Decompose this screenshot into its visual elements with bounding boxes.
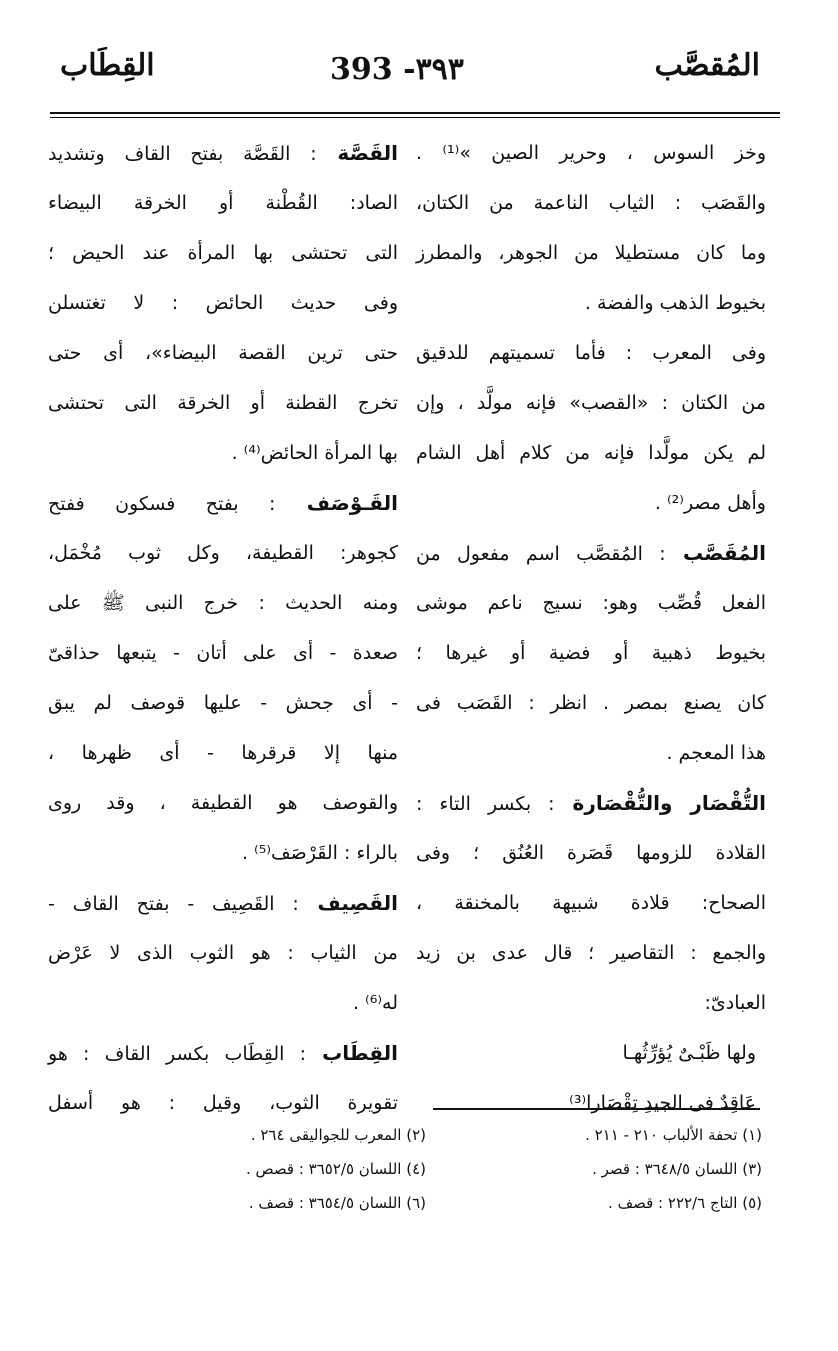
text-line: بخيوط ذهبية أو فضية أو غيرها ؛ bbox=[416, 642, 766, 664]
entry-qawsaf: القَـوْصَف : بفتح فسكون ففتح bbox=[48, 491, 398, 515]
footnote-2: (٢) المعرب للجواليقى ٢٦٤ . bbox=[250, 1126, 426, 1144]
text-line: وما كان مستطيلا من الجوهر، والمطرز bbox=[416, 242, 766, 264]
header-rule bbox=[50, 112, 780, 114]
text-line: الصاد: القُطْنة أو الخرقة البيضاء bbox=[48, 192, 398, 214]
footnote-6: (٦) اللسان ٣٦٥٤/٥ : قصف . bbox=[248, 1194, 426, 1212]
text-line: تخرج القطنة أو الخرقة التى تحتشى bbox=[48, 392, 398, 414]
header-last-entry: القِطَاب bbox=[60, 48, 155, 83]
text-line: والقوصف هو القطيفة ، وقد روى bbox=[48, 792, 398, 814]
text-line: ومنه الحديث : خرج النبى ﷺ على bbox=[48, 592, 398, 614]
text-line: بالراء : القَرْصَف⁽⁵⁾ . bbox=[241, 842, 398, 864]
text-line: القلادة للزومها قَصَرة العُنُق ؛ وفى bbox=[416, 842, 766, 864]
poem-line-2: عَاقِدٌ فى الجيدِ تِقْصَارا⁽³⁾ bbox=[569, 1092, 756, 1114]
right-column bbox=[416, 128, 766, 1128]
left-column bbox=[48, 128, 398, 1128]
header-first-entry: المُقصَّب bbox=[654, 48, 760, 83]
text-line: لم يكن مولَّدا فإنه من كلام أهل الشام bbox=[416, 442, 766, 464]
footnote-rule bbox=[433, 1108, 760, 1110]
entry-headword: المُقَصَّب bbox=[665, 541, 766, 565]
entry-headword: القَصِيف bbox=[298, 891, 398, 915]
entry-headword: التُّقْصَار والتُّقْصَارة bbox=[554, 791, 766, 815]
text-line: من الكتان : «القصب» فإنه مولَّد ، وإن bbox=[416, 392, 766, 414]
header-rule-thin bbox=[50, 117, 780, 118]
text-line: حتى ترين القصة البيضاء»، أى حتى bbox=[48, 342, 398, 364]
entry-qasif: القَصِيف : القَصِيف - بفتح القاف - bbox=[48, 891, 398, 915]
footnote-1: (١) تحفة الألباب ٢١٠ - ٢١١ . bbox=[585, 1126, 762, 1144]
text-line: هذا المعجم . bbox=[666, 742, 766, 764]
entry-headword: القِطَاب bbox=[306, 1041, 398, 1065]
text-line: من الثياب : هو الثوب الذى لا عَرْض bbox=[48, 942, 398, 964]
text-line: والجمع : التقاصير ؛ قال عدى بن زيد bbox=[416, 942, 766, 964]
page-number: 393 -٣٩٣ bbox=[330, 52, 464, 87]
text-line: التى تحتشى بها المرأة عند الحيض ؛ bbox=[48, 242, 398, 264]
entry-headword: القَصَّة bbox=[316, 141, 398, 165]
text-line: وأهل مصر⁽²⁾ . bbox=[654, 492, 766, 514]
footnote-3: (٣) اللسان ٣٦٤٨/٥ : قصر . bbox=[592, 1160, 762, 1178]
text-line: له⁽⁶⁾ . bbox=[352, 992, 398, 1014]
entry-tiqsar: التُّقْصَار والتُّقْصَارة : بكسر التاء : bbox=[416, 791, 766, 815]
text-line: كجوهر: القطيفة، وكل ثوب مُخْمَل، bbox=[48, 542, 398, 564]
entry-mqassab: المُقَصَّب : المُقصَّب اسم مفعول من bbox=[416, 541, 766, 565]
text-line: منها إلا قرقرها - أى ظهرها ، bbox=[48, 742, 398, 764]
text-line: وفى المعرب : فأما تسميتهم للدقيق bbox=[416, 342, 766, 364]
entry-headword: القَـوْصَف bbox=[275, 491, 398, 515]
text-line: بها المرأة الحائض⁽⁴⁾ . bbox=[231, 442, 398, 464]
text-line: - أى جحش - عليها قوصف لم يبق bbox=[48, 692, 398, 714]
text-line: وخز السوس ، وحرير الصين »⁽¹⁾ . bbox=[416, 142, 767, 164]
text-line: والقَصَب : الثياب الناعمة من الكتان، bbox=[416, 192, 766, 214]
text-line: بخيوط الذهب والفضة . bbox=[584, 292, 766, 314]
text-line: الفعل قُصِّب وهو: نسيج ناعم موشى bbox=[416, 592, 766, 614]
entry-qassa: القَصَّة : القَصَّة بفتح القاف وتشديد bbox=[48, 141, 398, 165]
text-line: وفى حديث الحائض : لا تغتسلن bbox=[48, 292, 398, 314]
footnote-5: (٥) التاج ٢٢٢/٦ : قصف . bbox=[608, 1194, 762, 1212]
text-line: صعدة - أى على أتان - يتبعها حذاقىّ bbox=[48, 642, 398, 664]
text-line: كان يصنع بمصر . انظر : القَصَب فى bbox=[416, 692, 766, 714]
text-line: العبادىّ: bbox=[704, 992, 766, 1014]
text-line: تقويرة الثوب، وقيل : هو أسفل bbox=[48, 1092, 398, 1114]
entry-qitab: القِطَاب : القِطَاب بكسر القاف : هو bbox=[48, 1041, 398, 1065]
poem-line-1: ولها ظَبْـىٌ يُؤرِّثُهـا bbox=[622, 1042, 756, 1064]
footnote-4: (٤) اللسان ٣٦٥٢/٥ : قصص . bbox=[245, 1160, 426, 1178]
text-line: الصحاح: قلادة شبيهة بالمخنقة ، bbox=[416, 892, 766, 914]
